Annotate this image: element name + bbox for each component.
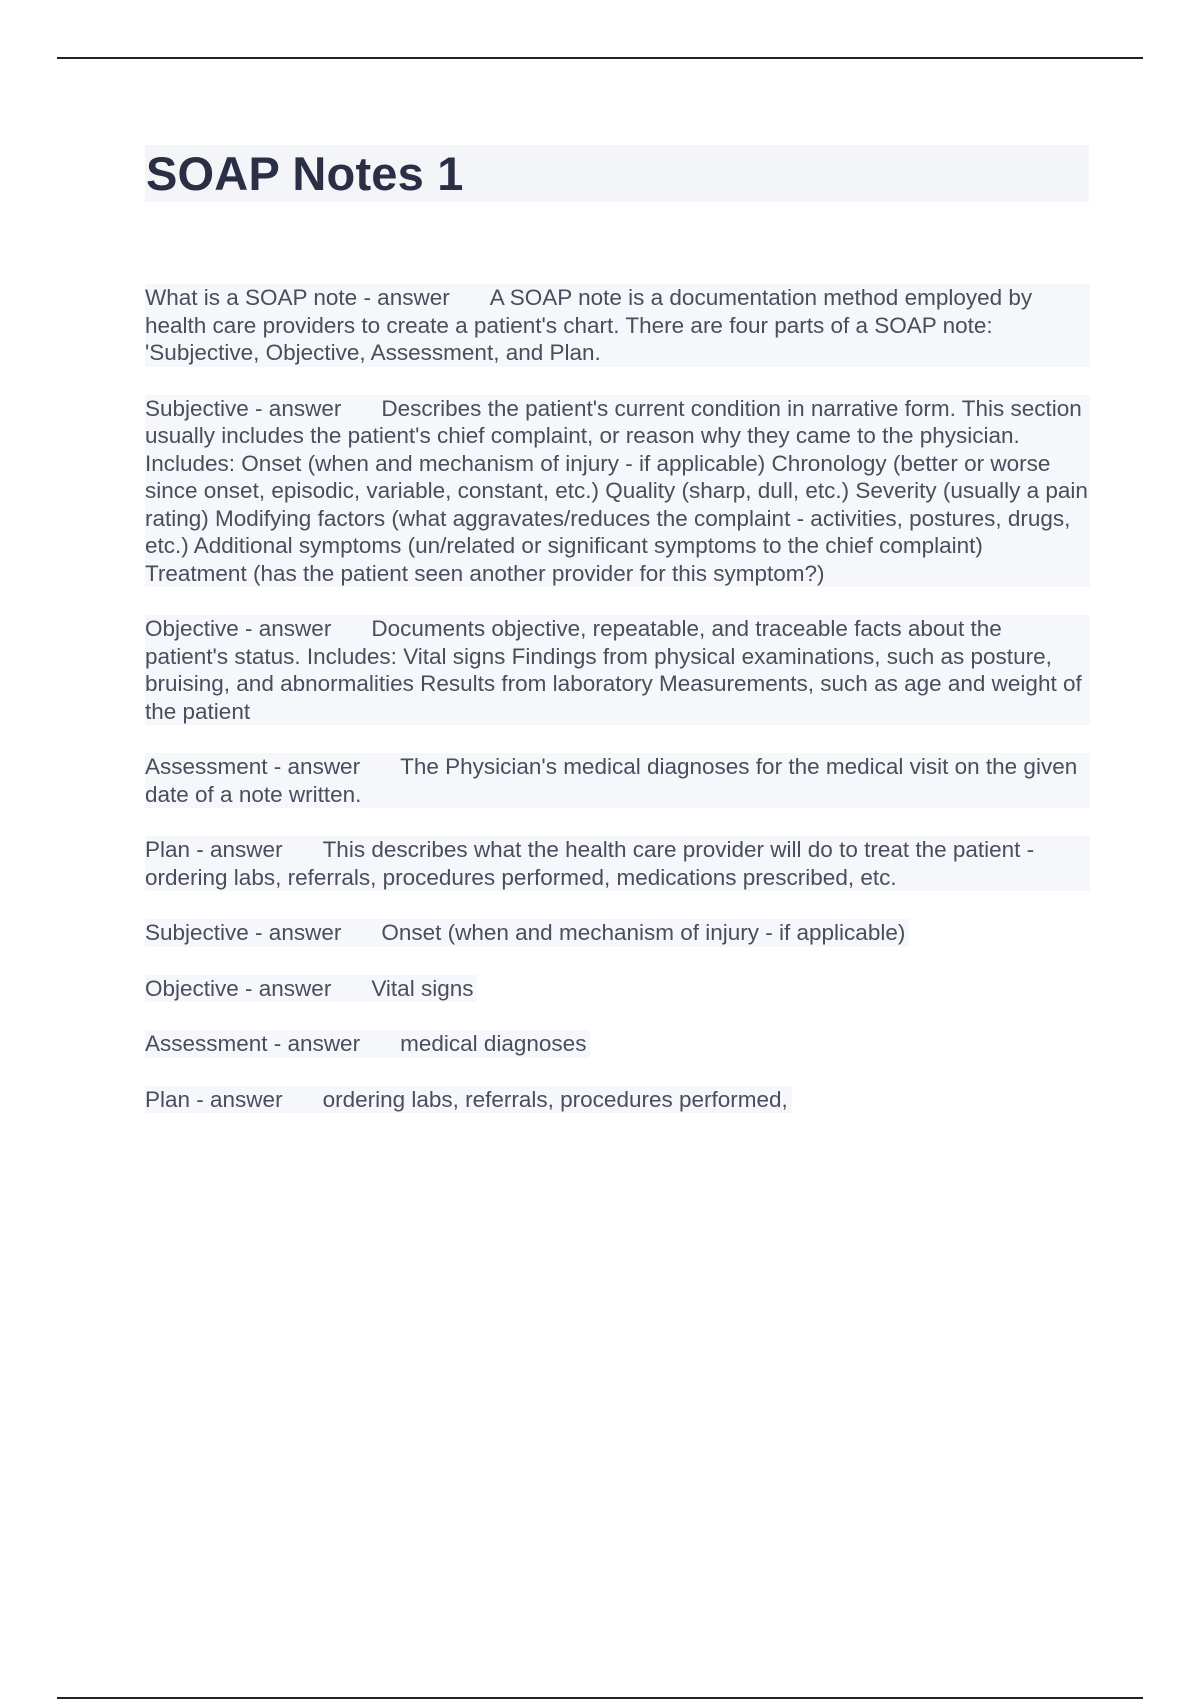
qa-entry <box>145 975 477 1003</box>
qa-entry-wrapper <box>145 1030 1090 1058</box>
qa-term: Subjective - answer <box>145 395 342 421</box>
top-rule <box>57 57 1143 59</box>
qa-term: Assessment - answer <box>145 1031 361 1056</box>
qa-term: Subjective - answer <box>145 920 342 945</box>
qa-entry <box>145 1030 590 1058</box>
qa-entry-wrapper <box>145 919 1090 947</box>
qa-entry-wrapper <box>145 975 1090 1003</box>
page-title: SOAP Notes 1 <box>146 147 464 200</box>
qa-entry <box>145 753 1090 808</box>
qa-definition: Vital signs <box>371 975 474 1001</box>
qa-term: Assessment - answer <box>145 754 361 779</box>
qa-entry <box>145 284 1090 367</box>
qa-definition: ordering labs, referrals, procedures performed, <box>322 1086 788 1112</box>
qa-term: Plan - answer <box>145 1086 283 1112</box>
qa-definition: Documents objective, repeatable, and traceable facts about the patient's status. Includes: Vital signs Findings from physical examinations, such as posture, bruising, and abnormalities Results from laboratory Measurements, such as age and weight of the patient <box>145 616 1082 724</box>
qa-definition: Describes the patient's current condition in narrative form. This section usually includes the patient's chief complaint, or reason why they came to the physician. Includes: Onset (when and mechanism of injury - if applicable) Chronology (better or worse since onset, episodic, variable, constant, etc.) Quality (sharp, dull, etc.) Severity (usually a pain rating) Modifying factors (what aggravates/reduces the complaint - activities, postures, drugs, etc.) Additional symptoms (un/related or significant symptoms to the chief complaint) Treatment (has the patient seen another provider for this symptom?) <box>145 395 1088 586</box>
qa-entry <box>145 395 1090 588</box>
qa-term: Objective - answer <box>145 616 332 641</box>
qa-definition: medical diagnoses <box>400 1031 587 1056</box>
qa-entry <box>145 1086 792 1114</box>
qa-definition: The Physician's medical diagnoses for the medical visit on the given date of a note written. <box>145 754 1078 807</box>
qa-list <box>145 284 1090 1141</box>
qa-term: What is a SOAP note - answer <box>145 285 450 310</box>
qa-entry <box>145 919 909 947</box>
qa-term: Plan - answer <box>145 837 283 862</box>
qa-definition: A SOAP note is a documentation method employed by health care providers to create a patient's chart. There are four parts of a SOAP note: 'Subjective, Objective, Assessment, and Plan. <box>145 285 1033 365</box>
qa-entry <box>145 836 1090 891</box>
qa-entry-wrapper <box>145 1086 1090 1114</box>
qa-term: Objective - answer <box>145 975 332 1001</box>
qa-entry <box>145 615 1090 725</box>
bottom-rule <box>57 1697 1143 1699</box>
qa-definition: Onset (when and mechanism of injury - if applicable) <box>381 920 906 945</box>
qa-definition: This describes what the health care provider will do to treat the patient - ordering labs, referrals, procedures performed, medications prescribed, etc. <box>145 837 1035 890</box>
